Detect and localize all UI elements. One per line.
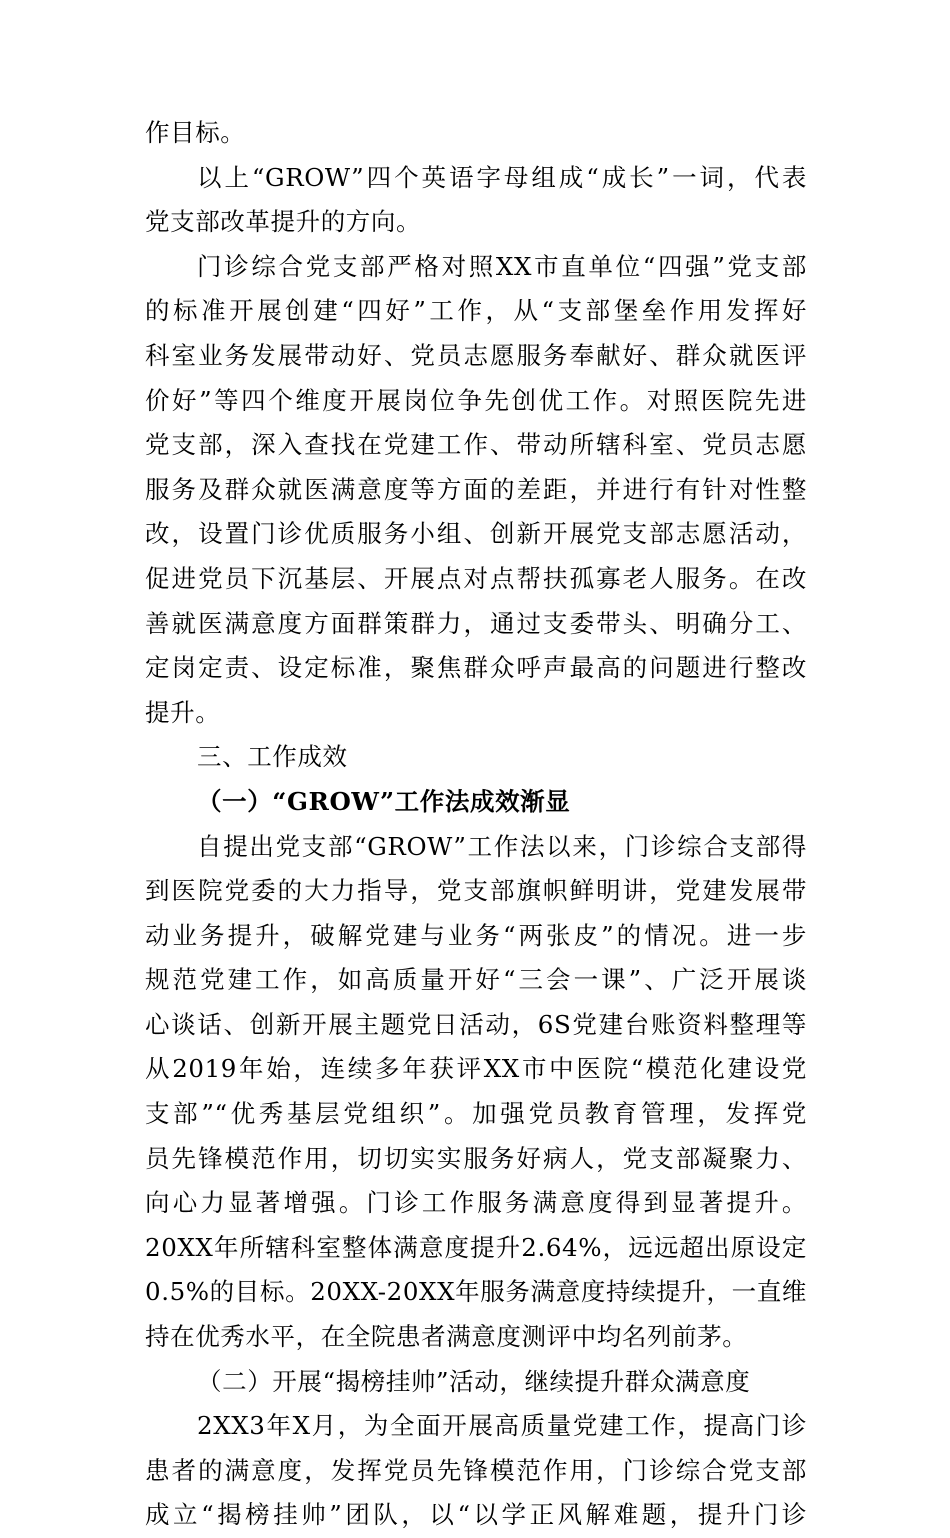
text-line: 改，设置门诊优质服务小组、创新开展党支部志愿活动， bbox=[145, 519, 807, 549]
text-line: 员先锋模范作用，切切实实服务好病人，党支部凝聚力、 bbox=[145, 1143, 807, 1173]
text-line: 2XX3年X月，为全面开展高质量党建工作，提高门诊 bbox=[197, 1411, 807, 1441]
text-line: 善就医满意度方面群策群力，通过支委带头、明确分工、 bbox=[145, 608, 807, 638]
text-line: 科室业务发展带动好、党员志愿服务奉献好、群众就医评 bbox=[145, 340, 807, 370]
text-line: 动业务提升，破解党建与业务“两张皮”的情况。进一步 bbox=[145, 920, 807, 950]
text-line: 20XX年所辖科室整体满意度提升2.64%，远远超出原设定 bbox=[145, 1232, 807, 1262]
text-line: 自提出党支部“GROW”工作法以来，门诊综合支部得 bbox=[197, 831, 807, 861]
text-line: 持在优秀水平，在全院患者满意度测评中均名列前茅。 bbox=[145, 1322, 748, 1352]
text-line: 向心力显著增强。门诊工作服务满意度得到显著提升。 bbox=[145, 1188, 807, 1218]
text-line: 定岗定责、设定标准，聚焦群众呼声最高的问题进行整改 bbox=[145, 653, 807, 683]
document-page bbox=[145, 111, 807, 1538]
text-line: 到医院党委的大力指导，党支部旗帜鲜明讲，党建发展带 bbox=[145, 876, 807, 906]
text-line: 党支部，深入查找在党建工作、带动所辖科室、党员志愿 bbox=[145, 430, 807, 460]
text-line: 从2019年始，连续多年获评XX市中医院“模范化建设党 bbox=[145, 1054, 807, 1084]
text-line: 成立“揭榜挂帅”团队，以“以学正风解难题，提升门诊 bbox=[145, 1500, 807, 1530]
text-line: 作目标。 bbox=[145, 118, 246, 147]
text-line: 门诊综合党支部严格对照XX市直单位“四强”党支部 bbox=[197, 251, 807, 281]
text-line: 党支部改革提升的方向。 bbox=[145, 207, 422, 237]
text-line: 的标准开展创建“四好”工作，从“支部堡垒作用发挥好 bbox=[145, 296, 807, 326]
text-line: 以上“GROW”四个英语字母组成“成长”一词，代表 bbox=[197, 162, 807, 192]
text-line: 0.5%的目标。20XX-20XX年服务满意度持续提升，一直维 bbox=[145, 1277, 807, 1307]
text-line: 患者的满意度，发挥党员先锋模范作用，门诊综合党支部 bbox=[145, 1455, 807, 1485]
text-line: 促进党员下沉基层、开展点对点帮扶孤寡老人服务。在改 bbox=[145, 563, 807, 593]
text-line: 价好”等四个维度开展岗位争先创优工作。对照医院先进 bbox=[145, 385, 807, 415]
text-line: 提升。 bbox=[145, 697, 221, 727]
text-line: 心谈话、创新开展主题党日活动，6S党建台账资料整理等 bbox=[145, 1009, 807, 1039]
text-line: 服务及群众就医满意度等方面的差距，并进行有针对性整 bbox=[145, 474, 807, 504]
subsection-heading: （一）“GROW”工作法成效渐显 bbox=[197, 786, 571, 816]
section-heading: 三、工作成效 bbox=[197, 742, 348, 772]
text-line: 支部”“优秀基层党组织”。加强党员教育管理，发挥党 bbox=[145, 1099, 807, 1129]
subsection-heading: （二）开展“揭榜挂帅”活动，继续提升群众满意度 bbox=[197, 1366, 751, 1396]
text-line: 规范党建工作，如高质量开好“三会一课”、广泛开展谈 bbox=[145, 965, 807, 995]
